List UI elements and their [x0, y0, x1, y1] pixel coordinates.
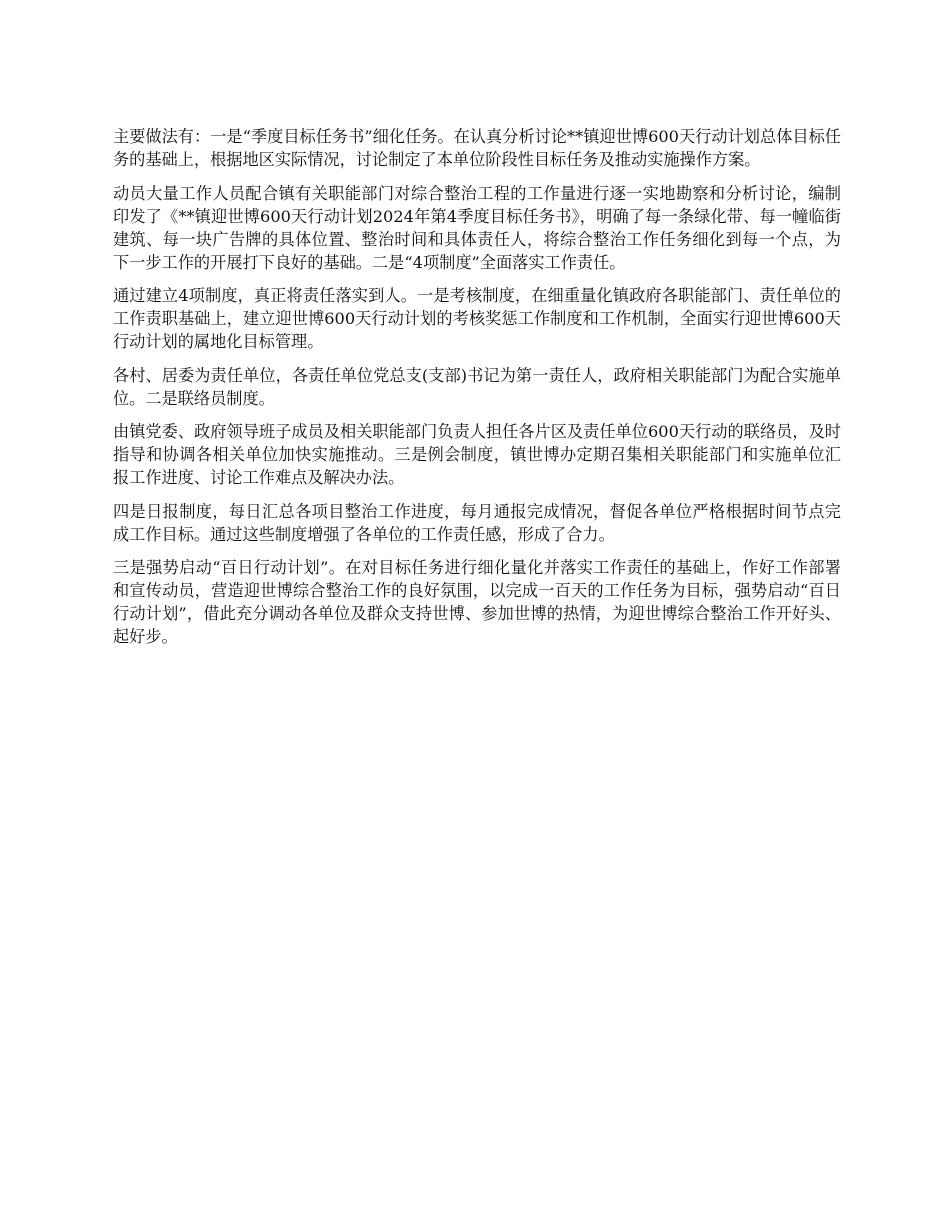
- paragraph-5: 由镇党委、政府领导班子成员及相关职能部门负责人担任各片区及责任单位600天行动的联络员，及时指导和协调各相关单位加快实施推动。三是例会制度，镇世博办定期召集相关职能部门和实施单位汇报工作进度、讨论工作难点及解决办法。: [113, 422, 841, 487]
- paragraph-6: 四是日报制度，每日汇总各项目整治工作进度，每月通报完成情况，督促各单位严格根据时间节点完成工作目标。通过这些制度增强了各单位的工作责任感，形成了合力。: [113, 501, 841, 544]
- paragraph-7: 三是强势启动“百日行动计划”。在对目标任务进行细化量化并落实工作责任的基础上，作好工作部署和宣传动员，营造迎世博综合整治工作的良好氛围，以完成一百天的工作任务为目标，强势启动“百日行动计划”，借此充分调动各单位及群众支持世博、参加世博的热情，为迎世博综合整治工作开好头、起好步。: [113, 558, 841, 646]
- paragraph-4: 各村、居委为责任单位，各责任单位党总支(支部)书记为第一责任人，政府相关职能部门为配合实施单位。二是联络员制度。: [113, 365, 841, 408]
- paragraph-3: 通过建立4项制度，真正将责任落实到人。一是考核制度，在细重量化镇政府各职能部门、责任单位的工作责职基础上，建立迎世博600天行动计划的考核奖惩工作制度和工作机制，全面实行迎世博600天行动计划的属地化目标管理。: [113, 286, 841, 351]
- paragraph-2: 动员大量工作人员配合镇有关职能部门对综合整治工程的工作量进行逐一实地勘察和分析讨论，编制印发了《**镇迎世博600天行动计划2024年第4季度目标任务书》，明确了每一条绿化带、每一幢临街建筑、每一块广告牌的具体位置、整治时间和具体责任人，将综合整治工作任务细化到每一个点，为下一步工作的开展打下良好的基础。二是“4项制度”全面落实工作责任。: [113, 183, 841, 272]
- document-body: [113, 125, 841, 659]
- paragraph-1: 主要做法有：一是“季度目标任务书”细化任务。在认真分析讨论**镇迎世博600天行动计划总体目标任务的基础上，根据地区实际情况，讨论制定了本单位阶段性目标任务及推动实施操作方案。: [113, 127, 841, 169]
